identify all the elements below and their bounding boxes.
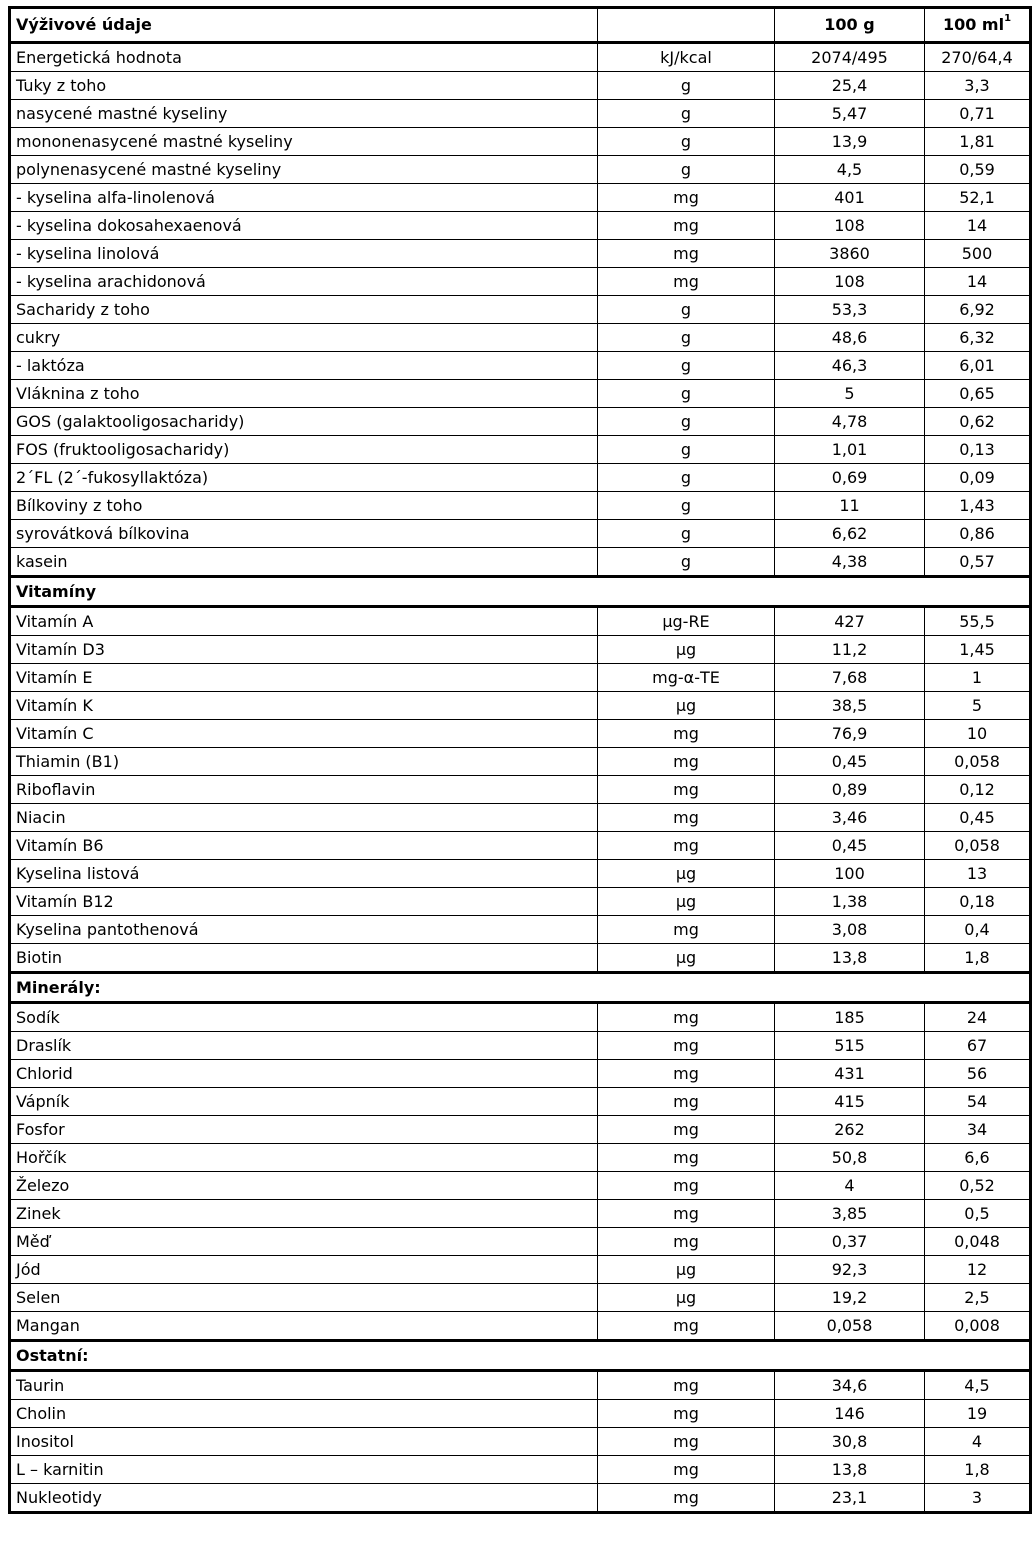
nutrient-name-cell: Zinek xyxy=(10,1200,598,1228)
value-per-100g-cell: 92,3 xyxy=(775,1256,925,1284)
nutrient-unit-cell: g xyxy=(598,380,775,408)
nutrient-name-cell: Biotin xyxy=(10,944,598,973)
nutrient-unit-cell: mg xyxy=(598,1116,775,1144)
nutrient-name-cell: Vitamín B6 xyxy=(10,832,598,860)
value-per-100ml-cell: 13 xyxy=(925,860,1031,888)
value-per-100g-cell: 3,08 xyxy=(775,916,925,944)
value-per-100ml-cell: 1,45 xyxy=(925,636,1031,664)
value-per-100g-cell: 5,47 xyxy=(775,100,925,128)
value-per-100g-cell: 11,2 xyxy=(775,636,925,664)
nutrient-name-cell: Kyselina listová xyxy=(10,860,598,888)
table-row xyxy=(10,464,1031,492)
value-per-100g-cell: 3,46 xyxy=(775,804,925,832)
value-per-100g-cell: 2074/495 xyxy=(775,43,925,72)
table-row xyxy=(10,1200,1031,1228)
table-row xyxy=(10,268,1031,296)
nutrition-table xyxy=(8,6,1032,1514)
nutrient-name-cell: Vitamín E xyxy=(10,664,598,692)
table-row xyxy=(10,1060,1031,1088)
nutrient-unit-cell: µg-RE xyxy=(598,607,775,636)
value-per-100ml-cell: 1 xyxy=(925,664,1031,692)
section-title: Vitamíny xyxy=(10,577,1031,607)
table-row xyxy=(10,636,1031,664)
value-per-100ml-cell: 1,8 xyxy=(925,1456,1031,1484)
nutrient-unit-cell: mg xyxy=(598,1088,775,1116)
nutrient-unit-cell: g xyxy=(598,352,775,380)
nutrient-unit-cell: mg xyxy=(598,1060,775,1088)
table-row xyxy=(10,1032,1031,1060)
value-per-100g-cell: 23,1 xyxy=(775,1484,925,1513)
header-per-100ml-label: 100 ml xyxy=(942,15,1005,34)
nutrient-unit-cell: g xyxy=(598,520,775,548)
table-row xyxy=(10,1088,1031,1116)
header-per-100ml-cell xyxy=(925,8,1031,43)
value-per-100ml-cell: 270/64,4 xyxy=(925,43,1031,72)
nutrient-name-cell: Selen xyxy=(10,1284,598,1312)
value-per-100g-cell: 4,78 xyxy=(775,408,925,436)
table-row xyxy=(10,296,1031,324)
nutrient-name-cell: syrovátková bílkovina xyxy=(10,520,598,548)
nutrient-name-cell: mononenasycené mastné kyseliny xyxy=(10,128,598,156)
value-per-100ml-cell: 1,81 xyxy=(925,128,1031,156)
nutrient-name-cell: Sodík xyxy=(10,1003,598,1032)
nutrient-name-cell: Železo xyxy=(10,1172,598,1200)
nutrient-name-cell: L – karnitin xyxy=(10,1456,598,1484)
nutrient-unit-cell: mg xyxy=(598,1200,775,1228)
value-per-100g-cell: 0,45 xyxy=(775,832,925,860)
value-per-100g-cell: 19,2 xyxy=(775,1284,925,1312)
value-per-100ml-cell: 0,45 xyxy=(925,804,1031,832)
nutrient-name-cell: Měď xyxy=(10,1228,598,1256)
nutrient-name-cell: Energetická hodnota xyxy=(10,43,598,72)
value-per-100g-cell: 6,62 xyxy=(775,520,925,548)
value-per-100ml-cell: 14 xyxy=(925,268,1031,296)
table-row xyxy=(10,43,1031,72)
value-per-100ml-cell: 4 xyxy=(925,1428,1031,1456)
table-row xyxy=(10,436,1031,464)
nutrient-unit-cell: µg xyxy=(598,692,775,720)
value-per-100ml-cell: 0,5 xyxy=(925,1200,1031,1228)
table-row xyxy=(10,352,1031,380)
value-per-100ml-cell: 0,12 xyxy=(925,776,1031,804)
nutrient-name-cell: Kyselina pantothenová xyxy=(10,916,598,944)
value-per-100g-cell: 4,5 xyxy=(775,156,925,184)
nutrient-unit-cell: mg xyxy=(598,1144,775,1172)
nutrient-unit-cell: mg xyxy=(598,720,775,748)
header-footnote-marker: 1 xyxy=(1004,12,1012,24)
table-row xyxy=(10,1428,1031,1456)
nutrient-unit-cell: mg xyxy=(598,804,775,832)
value-per-100g-cell: 1,38 xyxy=(775,888,925,916)
table-row xyxy=(10,916,1031,944)
nutrient-unit-cell: mg xyxy=(598,1172,775,1200)
nutrient-name-cell: Vláknina z toho xyxy=(10,380,598,408)
nutrient-unit-cell: g xyxy=(598,100,775,128)
nutrient-name-cell: kasein xyxy=(10,548,598,577)
value-per-100ml-cell: 1,8 xyxy=(925,944,1031,973)
section-title: Minerály: xyxy=(10,973,1031,1003)
table-row xyxy=(10,1456,1031,1484)
value-per-100g-cell: 76,9 xyxy=(775,720,925,748)
nutrient-unit-cell: g xyxy=(598,436,775,464)
value-per-100ml-cell: 0,048 xyxy=(925,1228,1031,1256)
value-per-100g-cell: 7,68 xyxy=(775,664,925,692)
table-row xyxy=(10,860,1031,888)
nutrient-name-cell: Bílkoviny z toho xyxy=(10,492,598,520)
table-row xyxy=(10,832,1031,860)
value-per-100g-cell: 38,5 xyxy=(775,692,925,720)
header-unit-cell xyxy=(598,8,775,43)
table-row xyxy=(10,72,1031,100)
value-per-100ml-cell: 0,52 xyxy=(925,1172,1031,1200)
value-per-100g-cell: 3860 xyxy=(775,240,925,268)
nutrient-unit-cell: g xyxy=(598,324,775,352)
value-per-100ml-cell: 34 xyxy=(925,1116,1031,1144)
table-row xyxy=(10,888,1031,916)
nutrient-name-cell: - kyselina dokosahexaenová xyxy=(10,212,598,240)
value-per-100g-cell: 25,4 xyxy=(775,72,925,100)
nutrient-name-cell: Vitamín K xyxy=(10,692,598,720)
value-per-100g-cell: 185 xyxy=(775,1003,925,1032)
nutrient-name-cell: Fosfor xyxy=(10,1116,598,1144)
nutrient-unit-cell: mg xyxy=(598,1312,775,1341)
value-per-100ml-cell: 1,43 xyxy=(925,492,1031,520)
nutrient-name-cell: Mangan xyxy=(10,1312,598,1341)
nutrient-unit-cell: mg xyxy=(598,748,775,776)
table-row xyxy=(10,776,1031,804)
value-per-100ml-cell: 0,058 xyxy=(925,748,1031,776)
value-per-100ml-cell: 0,058 xyxy=(925,832,1031,860)
table-row xyxy=(10,1371,1031,1400)
nutrient-name-cell: cukry xyxy=(10,324,598,352)
nutrient-unit-cell: mg xyxy=(598,832,775,860)
nutrient-unit-cell: g xyxy=(598,72,775,100)
nutrient-unit-cell: mg xyxy=(598,1003,775,1032)
nutrient-unit-cell: mg xyxy=(598,1371,775,1400)
table-row xyxy=(10,1256,1031,1284)
nutrient-unit-cell: mg xyxy=(598,1032,775,1060)
nutrient-unit-cell: g xyxy=(598,128,775,156)
value-per-100g-cell: 1,01 xyxy=(775,436,925,464)
value-per-100g-cell: 50,8 xyxy=(775,1144,925,1172)
value-per-100ml-cell: 0,71 xyxy=(925,100,1031,128)
nutrient-unit-cell: µg xyxy=(598,1256,775,1284)
value-per-100ml-cell: 0,13 xyxy=(925,436,1031,464)
table-row xyxy=(10,664,1031,692)
nutrient-name-cell: Jód xyxy=(10,1256,598,1284)
value-per-100g-cell: 0,058 xyxy=(775,1312,925,1341)
value-per-100ml-cell: 55,5 xyxy=(925,607,1031,636)
nutrient-name-cell: Taurin xyxy=(10,1371,598,1400)
nutrient-unit-cell: mg xyxy=(598,916,775,944)
nutrient-name-cell: Niacin xyxy=(10,804,598,832)
value-per-100ml-cell: 0,62 xyxy=(925,408,1031,436)
value-per-100g-cell: 108 xyxy=(775,268,925,296)
section-header-vitamins xyxy=(10,577,1031,607)
nutrient-name-cell: Sacharidy z toho xyxy=(10,296,598,324)
value-per-100g-cell: 262 xyxy=(775,1116,925,1144)
nutrient-unit-cell: mg xyxy=(598,1456,775,1484)
nutrient-unit-cell: µg xyxy=(598,636,775,664)
value-per-100ml-cell: 6,01 xyxy=(925,352,1031,380)
value-per-100ml-cell: 0,86 xyxy=(925,520,1031,548)
nutrient-unit-cell: g xyxy=(598,492,775,520)
value-per-100ml-cell: 54 xyxy=(925,1088,1031,1116)
table-row xyxy=(10,1484,1031,1513)
value-per-100ml-cell: 2,5 xyxy=(925,1284,1031,1312)
nutrient-name-cell: - kyselina alfa-linolenová xyxy=(10,184,598,212)
value-per-100ml-cell: 500 xyxy=(925,240,1031,268)
nutrient-name-cell: Hořčík xyxy=(10,1144,598,1172)
value-per-100g-cell: 34,6 xyxy=(775,1371,925,1400)
value-per-100ml-cell: 6,32 xyxy=(925,324,1031,352)
section-title: Ostatní: xyxy=(10,1341,1031,1371)
nutrient-name-cell: Vitamín A xyxy=(10,607,598,636)
value-per-100ml-cell: 6,6 xyxy=(925,1144,1031,1172)
nutrient-unit-cell: mg xyxy=(598,1428,775,1456)
nutrient-name-cell: Tuky z toho xyxy=(10,72,598,100)
table-row xyxy=(10,548,1031,577)
value-per-100g-cell: 5 xyxy=(775,380,925,408)
nutrient-unit-cell: mg-α-TE xyxy=(598,664,775,692)
value-per-100g-cell: 53,3 xyxy=(775,296,925,324)
nutrient-name-cell: Vitamín C xyxy=(10,720,598,748)
value-per-100ml-cell: 52,1 xyxy=(925,184,1031,212)
value-per-100g-cell: 100 xyxy=(775,860,925,888)
value-per-100g-cell: 515 xyxy=(775,1032,925,1060)
nutrient-unit-cell: g xyxy=(598,296,775,324)
value-per-100g-cell: 46,3 xyxy=(775,352,925,380)
table-row xyxy=(10,804,1031,832)
value-per-100ml-cell: 0,4 xyxy=(925,916,1031,944)
table-row xyxy=(10,1228,1031,1256)
nutrient-unit-cell: g xyxy=(598,464,775,492)
value-per-100g-cell: 4,38 xyxy=(775,548,925,577)
section-header-other xyxy=(10,1341,1031,1371)
value-per-100ml-cell: 0,57 xyxy=(925,548,1031,577)
value-per-100g-cell: 431 xyxy=(775,1060,925,1088)
value-per-100g-cell: 146 xyxy=(775,1400,925,1428)
nutrient-name-cell: - laktóza xyxy=(10,352,598,380)
value-per-100ml-cell: 14 xyxy=(925,212,1031,240)
value-per-100ml-cell: 3,3 xyxy=(925,72,1031,100)
nutrient-name-cell: - kyselina linolová xyxy=(10,240,598,268)
table-row xyxy=(10,748,1031,776)
value-per-100g-cell: 4 xyxy=(775,1172,925,1200)
nutrient-unit-cell: g xyxy=(598,548,775,577)
nutrient-name-cell: 2´FL (2´-fukosyllaktóza) xyxy=(10,464,598,492)
nutrient-unit-cell: µg xyxy=(598,1284,775,1312)
nutrient-name-cell: GOS (galaktooligosacharidy) xyxy=(10,408,598,436)
value-per-100g-cell: 108 xyxy=(775,212,925,240)
nutrient-name-cell: FOS (fruktooligosacharidy) xyxy=(10,436,598,464)
table-row xyxy=(10,1116,1031,1144)
table-row xyxy=(10,128,1031,156)
nutrient-name-cell: Thiamin (B1) xyxy=(10,748,598,776)
header-per-100g-cell: 100 g xyxy=(775,8,925,43)
value-per-100ml-cell: 24 xyxy=(925,1003,1031,1032)
nutrient-unit-cell: µg xyxy=(598,860,775,888)
value-per-100g-cell: 13,8 xyxy=(775,1456,925,1484)
value-per-100g-cell: 0,69 xyxy=(775,464,925,492)
value-per-100g-cell: 3,85 xyxy=(775,1200,925,1228)
table-row xyxy=(10,408,1031,436)
value-per-100ml-cell: 56 xyxy=(925,1060,1031,1088)
table-row xyxy=(10,1312,1031,1341)
value-per-100ml-cell: 5 xyxy=(925,692,1031,720)
value-per-100g-cell: 11 xyxy=(775,492,925,520)
table-row xyxy=(10,1144,1031,1172)
value-per-100ml-cell: 0,09 xyxy=(925,464,1031,492)
value-per-100g-cell: 0,37 xyxy=(775,1228,925,1256)
nutrition-table-body xyxy=(10,8,1031,1513)
nutrient-unit-cell: mg xyxy=(598,268,775,296)
value-per-100ml-cell: 6,92 xyxy=(925,296,1031,324)
nutrient-name-cell: Inositol xyxy=(10,1428,598,1456)
section-header-minerals xyxy=(10,973,1031,1003)
value-per-100g-cell: 0,89 xyxy=(775,776,925,804)
table-row xyxy=(10,1172,1031,1200)
table-row xyxy=(10,1284,1031,1312)
nutrient-unit-cell: mg xyxy=(598,184,775,212)
nutrient-unit-cell: mg xyxy=(598,1228,775,1256)
value-per-100g-cell: 13,9 xyxy=(775,128,925,156)
nutrient-unit-cell: kJ/kcal xyxy=(598,43,775,72)
table-row xyxy=(10,492,1031,520)
value-per-100ml-cell: 67 xyxy=(925,1032,1031,1060)
nutrient-name-cell: Chlorid xyxy=(10,1060,598,1088)
table-row xyxy=(10,607,1031,636)
table-row xyxy=(10,324,1031,352)
nutrient-unit-cell: mg xyxy=(598,1400,775,1428)
table-row xyxy=(10,1400,1031,1428)
value-per-100g-cell: 30,8 xyxy=(775,1428,925,1456)
table-row xyxy=(10,520,1031,548)
nutrient-name-cell: Vitamín D3 xyxy=(10,636,598,664)
nutrient-name-cell: Nukleotidy xyxy=(10,1484,598,1513)
nutrient-name-cell: nasycené mastné kyseliny xyxy=(10,100,598,128)
value-per-100g-cell: 0,45 xyxy=(775,748,925,776)
value-per-100g-cell: 427 xyxy=(775,607,925,636)
nutrient-name-cell: - kyselina arachidonová xyxy=(10,268,598,296)
value-per-100ml-cell: 12 xyxy=(925,1256,1031,1284)
value-per-100ml-cell: 0,59 xyxy=(925,156,1031,184)
value-per-100ml-cell: 19 xyxy=(925,1400,1031,1428)
value-per-100ml-cell: 0,18 xyxy=(925,888,1031,916)
value-per-100ml-cell: 0,65 xyxy=(925,380,1031,408)
nutrient-name-cell: Vitamín B12 xyxy=(10,888,598,916)
nutrient-name-cell: Riboflavin xyxy=(10,776,598,804)
table-row xyxy=(10,720,1031,748)
table-row xyxy=(10,240,1031,268)
header-name-cell: Výživové údaje xyxy=(10,8,598,43)
nutrient-name-cell: Draslík xyxy=(10,1032,598,1060)
nutrient-unit-cell: g xyxy=(598,408,775,436)
table-row xyxy=(10,100,1031,128)
table-row xyxy=(10,944,1031,973)
nutrient-unit-cell: mg xyxy=(598,212,775,240)
nutrient-unit-cell: mg xyxy=(598,776,775,804)
nutrient-name-cell: polynenasycené mastné kyseliny xyxy=(10,156,598,184)
value-per-100ml-cell: 3 xyxy=(925,1484,1031,1513)
table-row xyxy=(10,1003,1031,1032)
table-row xyxy=(10,380,1031,408)
nutrition-table-container xyxy=(8,6,1029,1514)
value-per-100g-cell: 415 xyxy=(775,1088,925,1116)
nutrient-unit-cell: µg xyxy=(598,944,775,973)
nutrient-unit-cell: mg xyxy=(598,240,775,268)
table-row xyxy=(10,184,1031,212)
nutrient-unit-cell: g xyxy=(598,156,775,184)
nutrient-unit-cell: µg xyxy=(598,888,775,916)
table-header-row xyxy=(10,8,1031,43)
table-row xyxy=(10,692,1031,720)
table-row xyxy=(10,156,1031,184)
value-per-100ml-cell: 4,5 xyxy=(925,1371,1031,1400)
value-per-100ml-cell: 0,008 xyxy=(925,1312,1031,1341)
table-row xyxy=(10,212,1031,240)
nutrient-name-cell: Cholin xyxy=(10,1400,598,1428)
nutrient-unit-cell: mg xyxy=(598,1484,775,1513)
value-per-100g-cell: 48,6 xyxy=(775,324,925,352)
value-per-100g-cell: 401 xyxy=(775,184,925,212)
value-per-100ml-cell: 10 xyxy=(925,720,1031,748)
value-per-100g-cell: 13,8 xyxy=(775,944,925,973)
nutrient-name-cell: Vápník xyxy=(10,1088,598,1116)
